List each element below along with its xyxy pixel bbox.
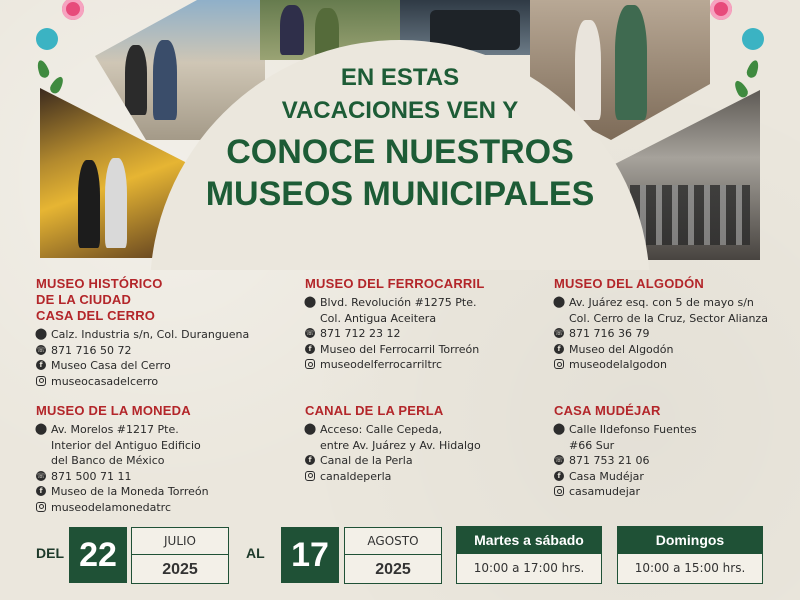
museum-moneda (36, 403, 286, 515)
museum-phone: 871 716 50 72 (51, 343, 132, 357)
leaf-decoration-icon (745, 59, 761, 79)
museum-address: del Banco de México (51, 454, 165, 467)
museum-instagram[interactable]: canaldeperla (320, 469, 392, 483)
from-day: 22 (69, 527, 127, 583)
leaf-decoration-icon (732, 79, 750, 100)
instagram-icon (554, 359, 564, 369)
facebook-icon: f (554, 471, 564, 481)
instagram-icon (305, 471, 315, 481)
museum-address: Blvd. Revolución #1275 Pte. (320, 296, 477, 309)
location-pin-icon: ⬤ (303, 295, 317, 308)
museum-facebook[interactable]: Museo de la Moneda Torreón (51, 485, 209, 498)
location-pin-icon: ⬤ (552, 422, 566, 435)
museum-address: Calle Ildefonso Fuentes (569, 423, 697, 436)
museum-facebook[interactable]: Museo Casa del Cerro (51, 359, 171, 372)
to-label: AL (246, 545, 265, 561)
museum-phone: 871 712 23 12 (320, 327, 401, 340)
facebook-icon: f (554, 344, 564, 354)
schedule-sundays (617, 526, 763, 584)
instagram-icon (554, 486, 564, 496)
museum-name: CASA MUDÉJAR (554, 403, 661, 418)
headline-line-2: VACACIONES VEN Y (281, 97, 519, 124)
facebook-icon: f (36, 360, 46, 370)
to-month: AGOSTO (345, 528, 441, 555)
instagram-icon (36, 502, 46, 512)
facebook-icon: f (305, 344, 315, 354)
flower-decoration-icon (710, 0, 732, 20)
museum-facebook[interactable]: Canal de la Perla (320, 454, 413, 467)
location-pin-icon: ⬤ (303, 422, 317, 435)
museum-ferrocarril (305, 276, 545, 373)
headline-line-3: CONOCE NUESTROS (226, 133, 574, 171)
museum-facebook[interactable]: Museo del Algodón (569, 342, 674, 356)
headline (170, 64, 630, 214)
museum-canal-de-la-perla (305, 403, 545, 484)
phone-icon: ☏ (305, 329, 315, 337)
museum-phone: 871 716 36 79 (569, 327, 650, 340)
museum-phone: 871 753 21 06 (569, 454, 650, 467)
leaf-decoration-icon (35, 59, 51, 79)
museum-algodon (554, 276, 794, 373)
from-month-box (131, 527, 229, 584)
museum-casa-mudejar (554, 403, 794, 500)
instagram-icon (36, 376, 46, 386)
museum-facebook[interactable]: Museo del Ferrocarril Torreón (320, 342, 480, 356)
leaf-decoration-icon (48, 75, 66, 96)
phone-icon: ☏ (36, 471, 46, 480)
phone-icon: ☏ (554, 456, 564, 464)
museum-name: MUSEO DEL ALGODÓN (554, 276, 705, 291)
museum-name: CASA DEL CERRO (36, 308, 156, 323)
museum-address: Col. Antigua Aceitera (320, 311, 437, 325)
schedule-days: Domingos (618, 527, 762, 554)
museum-address: Col. Cerro de la Cruz, Sector Alianza (569, 311, 768, 325)
headline-line-4: MUSEOS MUNICIPALES (205, 175, 595, 213)
museum-phone: 871 500 71 11 (51, 469, 132, 483)
museum-address: Av. Morelos #1217 Pte. (51, 423, 179, 436)
museum-address: Interior del Antiguo Edificio (51, 438, 201, 452)
museum-name: MUSEO DEL FERROCARRIL (305, 276, 485, 291)
instagram-icon (305, 359, 315, 369)
phone-icon: ☏ (36, 345, 46, 354)
museum-casa-del-cerro (36, 276, 286, 389)
to-year: 2025 (375, 561, 411, 578)
museum-instagram[interactable]: casamudejar (569, 485, 641, 498)
location-pin-icon: ⬤ (552, 295, 566, 308)
museum-instagram[interactable]: museodelalgodon (569, 358, 667, 371)
schedule-hours: 10:00 a 17:00 hrs. (473, 561, 585, 575)
museum-name: MUSEO HISTÓRICO (36, 276, 163, 291)
museum-name: DE LA CIUDAD (36, 292, 132, 307)
museum-instagram[interactable]: museodelamonedatrc (51, 500, 172, 514)
flower-decoration-icon (742, 28, 764, 50)
phone-icon: ☏ (554, 329, 564, 337)
to-day: 17 (281, 527, 339, 583)
museum-address: #66 Sur (569, 438, 615, 452)
from-month: JULIO (132, 528, 228, 555)
museum-address: Calz. Industria s/n, Col. Duranguena (51, 328, 250, 341)
facebook-icon: f (305, 455, 315, 465)
museum-address: Acceso: Calle Cepeda, (320, 423, 443, 436)
museum-address: entre Av. Juárez y Av. Hidalgo (320, 438, 481, 452)
museum-instagram[interactable]: museodelferrocarriltrc (320, 358, 443, 371)
location-pin-icon: ⬤ (34, 422, 48, 435)
museum-name: CANAL DE LA PERLA (305, 403, 444, 418)
headline-line-1: EN ESTAS (340, 64, 460, 91)
museum-address: Av. Juárez esq. con 5 de mayo s/n (569, 296, 754, 309)
schedule-weekdays (456, 526, 602, 584)
flower-decoration-icon (36, 28, 58, 50)
museum-name: MUSEO DE LA MONEDA (36, 403, 191, 418)
museum-instagram[interactable]: museocasadelcerro (51, 374, 159, 388)
flower-decoration-icon (62, 0, 84, 20)
from-label: DEL (36, 545, 64, 561)
to-month-box (344, 527, 442, 584)
location-pin-icon: ⬤ (34, 327, 48, 340)
schedule-days: Martes a sábado (457, 527, 601, 554)
facebook-icon: f (36, 486, 46, 496)
schedule-hours: 10:00 a 15:00 hrs. (634, 561, 746, 575)
museum-facebook[interactable]: Casa Mudéjar (569, 469, 644, 483)
from-year: 2025 (162, 561, 198, 578)
